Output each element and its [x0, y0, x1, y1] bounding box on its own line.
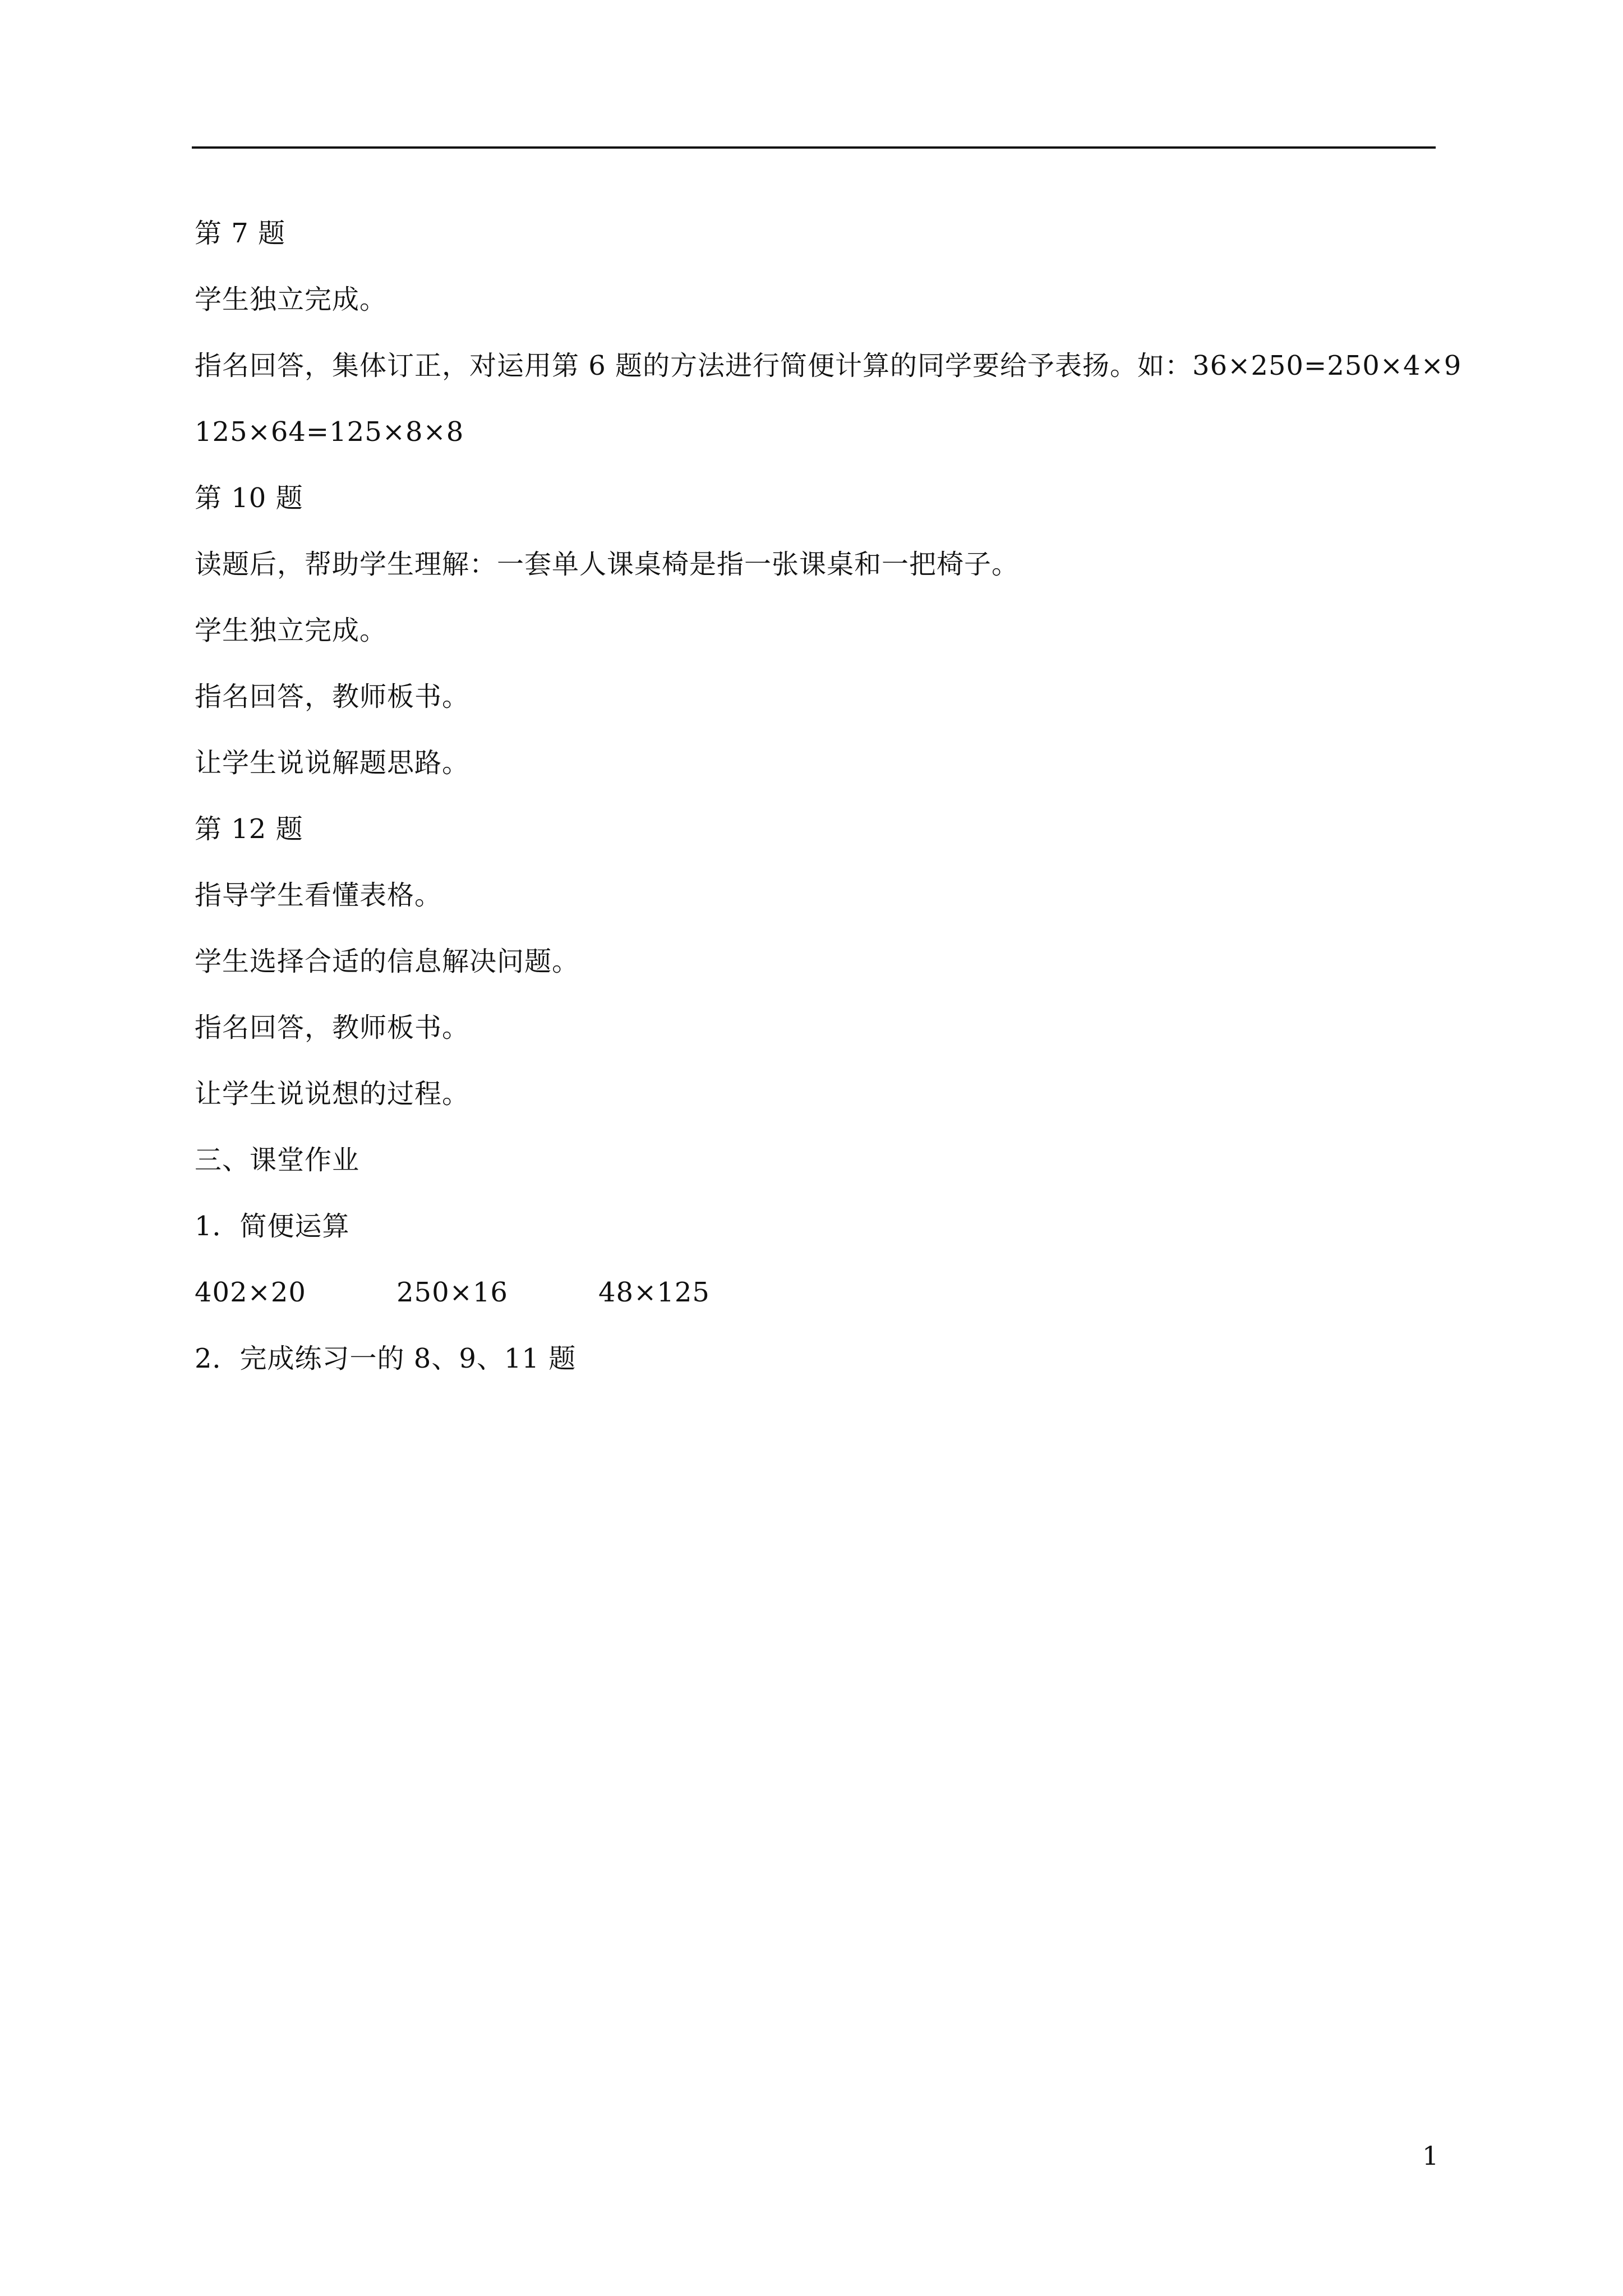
page-number: 1 — [1422, 2141, 1439, 2171]
exercise-row — [195, 1268, 1440, 1334]
task-2: 2．完成练习一的 8、9、11 题 — [195, 1343, 577, 1374]
exercise-item: 250×16 — [396, 1277, 508, 1308]
heading-problem-7: 第 7 题 — [195, 218, 286, 249]
exercise-item: 402×20 — [195, 1277, 306, 1308]
document-body — [195, 209, 1462, 1400]
task-1-title: 1．简便运算 — [195, 1211, 350, 1242]
paragraph: 指导学生看懂表格。 — [195, 880, 442, 911]
paragraph: 125×64=125×8×8 — [195, 416, 464, 448]
paragraph: 读题后，帮助学生理解：一套单人课桌椅是指一张课桌和一把椅子。 — [195, 549, 1020, 580]
paragraph: 指名回答，集体订正，对运用第 6 题的方法进行简便计算的同学要给予表扬。如：36×250=250×4×9 — [195, 350, 1462, 381]
paragraph: 学生独立完成。 — [195, 284, 388, 315]
paragraph: 让学生说说解题思路。 — [195, 747, 470, 779]
paragraph: 学生选择合适的信息解决问题。 — [195, 946, 580, 977]
paragraph: 指名回答，教师板书。 — [195, 1012, 470, 1043]
header-rule — [192, 146, 1436, 149]
paragraph: 学生独立完成。 — [195, 615, 388, 646]
exercise-item: 48×125 — [598, 1277, 710, 1308]
paragraph: 让学生说说想的过程。 — [195, 1078, 470, 1110]
heading-problem-10: 第 10 题 — [195, 482, 303, 514]
heading-problem-12: 第 12 题 — [195, 813, 303, 845]
section-heading-classwork: 三、课堂作业 — [195, 1144, 360, 1176]
paragraph: 指名回答，教师板书。 — [195, 681, 470, 712]
